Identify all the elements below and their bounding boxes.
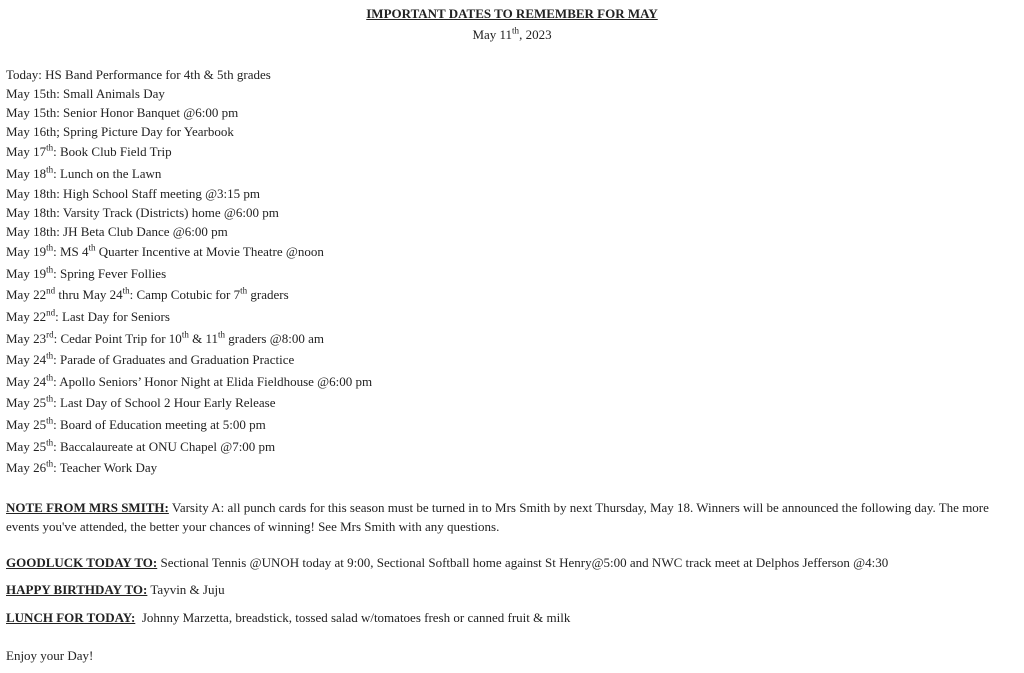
event-text: May 18th: Varsity Track (Districts) home @6:00 pm bbox=[6, 205, 279, 221]
closing-line: Enjoy your Day! bbox=[6, 647, 94, 663]
event-item bbox=[6, 306, 1018, 328]
ordinal-suffix: th bbox=[122, 286, 130, 297]
event-text: May 24 bbox=[6, 352, 47, 368]
event-item bbox=[6, 84, 1018, 103]
event-text: : Parade of Graduates and Graduation Practice bbox=[53, 352, 295, 368]
date-year: , 2023 bbox=[519, 27, 552, 42]
event-text: May 25 bbox=[6, 438, 47, 454]
ordinal-suffix: nd bbox=[46, 286, 56, 297]
event-text: graders @8:00 am bbox=[224, 330, 324, 346]
event-item bbox=[6, 436, 1018, 458]
event-item bbox=[6, 349, 1018, 371]
event-item bbox=[6, 184, 1018, 203]
event-item bbox=[6, 414, 1018, 436]
event-text: : Baccalaureate at ONU Chapel @7:00 pm bbox=[53, 438, 276, 454]
event-text: May 17 bbox=[6, 144, 47, 159]
event-text: May 18th: JH Beta Club Dance @6:00 pm bbox=[6, 224, 228, 240]
ordinal-suffix: th bbox=[240, 286, 248, 297]
ordinal-suffix: th bbox=[46, 142, 54, 153]
event-text: May 26 bbox=[6, 460, 47, 476]
ordinal-suffix: th bbox=[46, 458, 54, 469]
event-item bbox=[6, 65, 1018, 84]
ordinal-suffix: nd bbox=[46, 307, 56, 318]
birthday-text: Tayvin & Juju bbox=[147, 581, 225, 597]
ordinal-suffix: th bbox=[46, 394, 54, 405]
event-text: May 23 bbox=[6, 330, 47, 346]
ordinal-suffix: th bbox=[46, 415, 54, 426]
event-text: May 22 bbox=[6, 308, 47, 324]
event-item bbox=[6, 371, 1018, 393]
event-text: May 25 bbox=[6, 416, 47, 432]
ordinal-suffix: th bbox=[46, 350, 54, 361]
event-text: Today: HS Band Performance for 4th & 5th grades bbox=[6, 67, 271, 82]
date-line bbox=[6, 26, 1018, 44]
goodluck-label: GOODLUCK TODAY TO: bbox=[6, 554, 158, 570]
announcement-page bbox=[6, 6, 1018, 666]
birthday-section bbox=[6, 580, 1018, 600]
event-text: & 11 bbox=[188, 330, 218, 346]
event-item bbox=[6, 203, 1018, 222]
date-text: May 11 bbox=[472, 27, 513, 42]
ordinal-suffix: th bbox=[88, 242, 96, 253]
event-item bbox=[6, 392, 1018, 414]
event-text: May 15th: Senior Honor Banquet @6:00 pm bbox=[6, 105, 239, 120]
event-text: thru May 24 bbox=[55, 287, 123, 303]
event-text: : MS 4 bbox=[53, 244, 89, 260]
event-text: May 19 bbox=[6, 265, 47, 281]
ordinal-suffix: th bbox=[181, 329, 189, 340]
event-item bbox=[6, 241, 1018, 263]
event-list bbox=[6, 65, 1018, 479]
event-text: May 18th: High School Staff meeting @3:15 pm bbox=[6, 186, 261, 202]
ordinal-suffix: th bbox=[217, 329, 225, 340]
ordinal-suffix: th bbox=[46, 242, 54, 253]
note-from-mrs-smith bbox=[6, 498, 1018, 537]
event-text: May 25 bbox=[6, 395, 47, 411]
event-text: May 24 bbox=[6, 373, 47, 389]
event-text: : Last Day for Seniors bbox=[55, 308, 170, 324]
event-text: : Last Day of School 2 Hour Early Release bbox=[53, 395, 276, 411]
event-text: : Book Club Field Trip bbox=[53, 144, 172, 159]
note-text: Varsity A: all punch cards for this season must be turned in to Mrs Smith by next Thursday, May 18. Winners will be announced the following day. The more events you've attended, the better your chances of winning! See Mrs Smith with any questions. bbox=[6, 499, 989, 535]
event-item bbox=[6, 284, 1018, 306]
event-text: : Teacher Work Day bbox=[53, 460, 158, 476]
event-text: Quarter Incentive at Movie Theatre @noon bbox=[95, 244, 324, 260]
event-text: : Cedar Point Trip for 10 bbox=[53, 330, 182, 346]
event-text: : Spring Fever Follies bbox=[53, 265, 167, 281]
event-item bbox=[6, 328, 1018, 350]
event-text: : Camp Cotubic for 7 bbox=[129, 287, 241, 303]
ordinal-suffix: th bbox=[46, 437, 54, 448]
event-item bbox=[6, 263, 1018, 285]
page-title: IMPORTANT DATES TO REMEMBER FOR MAY bbox=[366, 6, 658, 21]
lunch-section bbox=[6, 608, 1018, 628]
event-text: May 16th; Spring Picture Day for Yearbook bbox=[6, 124, 234, 139]
event-text: May 19 bbox=[6, 244, 47, 260]
event-item bbox=[6, 141, 1018, 163]
event-item bbox=[6, 163, 1018, 185]
event-text: : Board of Education meeting at 5:00 pm bbox=[53, 416, 266, 432]
note-label: NOTE FROM MRS SMITH: bbox=[6, 499, 169, 515]
goodluck-section bbox=[6, 553, 1018, 573]
goodluck-text: Sectional Tennis @UNOH today at 9:00, Sectional Softball home against St Henry@5:00 and NWC track meet at Delphos Jefferson @4:30 bbox=[157, 554, 889, 570]
event-text: May 22 bbox=[6, 287, 47, 303]
event-item bbox=[6, 122, 1018, 141]
birthday-label: HAPPY BIRTHDAY TO: bbox=[6, 581, 148, 597]
event-item bbox=[6, 103, 1018, 122]
event-item bbox=[6, 457, 1018, 479]
event-text: : Apollo Seniors’ Honor Night at Elida Fieldhouse @6:00 pm bbox=[53, 373, 373, 389]
ordinal-suffix: th bbox=[46, 264, 54, 275]
ordinal-suffix: th bbox=[46, 372, 54, 383]
ordinal-suffix: rd bbox=[46, 329, 54, 340]
date-suffix: th bbox=[512, 25, 520, 36]
event-text: May 15th: Small Animals Day bbox=[6, 86, 165, 101]
event-text: May 18 bbox=[6, 165, 47, 181]
event-text: graders bbox=[247, 287, 289, 303]
event-text: : Lunch on the Lawn bbox=[53, 165, 162, 181]
lunch-label: LUNCH FOR TODAY: bbox=[6, 609, 136, 625]
lunch-text: Johnny Marzetta, breadstick, tossed salad w/tomatoes fresh or canned fruit & milk bbox=[135, 609, 571, 625]
ordinal-suffix: th bbox=[46, 164, 54, 175]
event-item bbox=[6, 222, 1018, 241]
